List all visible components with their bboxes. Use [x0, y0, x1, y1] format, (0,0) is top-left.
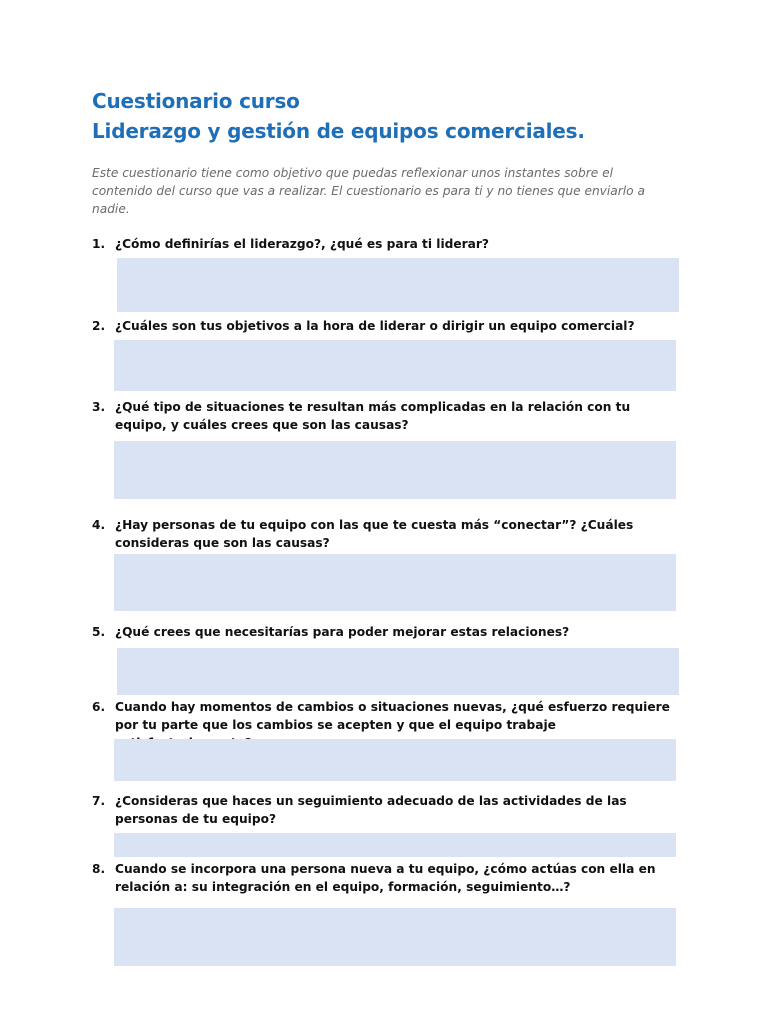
- question-number: 7.: [92, 794, 106, 808]
- question-text: ¿Cómo definirías el liderazgo?, ¿qué es para ti liderar?: [115, 237, 489, 251]
- question-text: ¿Cuáles son tus objetivos a la hora de liderar o dirigir un equipo comercial?: [115, 319, 635, 333]
- question-text: ¿Qué crees que necesitarías para poder mejorar estas relaciones?: [115, 625, 570, 639]
- question-number: 5.: [92, 625, 106, 639]
- question-number: 3.: [92, 400, 106, 414]
- answer-field[interactable]: [117, 258, 679, 312]
- question-number: 6.: [92, 700, 106, 714]
- question-number: 4.: [92, 518, 106, 532]
- question-text: ¿Qué tipo de situaciones te resultan más complicadas en la relación con tu equipo, y cuáles crees que son las causas?: [115, 400, 631, 432]
- question-number: 1.: [92, 237, 106, 251]
- question-text: ¿Consideras que haces un seguimiento adecuado de las actividades de las personas de tu equipo?: [115, 794, 627, 826]
- answer-field[interactable]: [114, 340, 676, 391]
- question-number: 8.: [92, 862, 106, 876]
- document-subtitle: Liderazgo y gestión de equipos comerciales.: [92, 119, 585, 143]
- answer-field[interactable]: [117, 648, 679, 695]
- question-text: Cuando hay momentos de cambios o situaciones nuevas, ¿qué esfuerzo requiere por tu parte que los cambios se acepten y que el equipo trabaje: [115, 700, 670, 732]
- answer-field[interactable]: [114, 739, 676, 781]
- answer-field[interactable]: [114, 441, 676, 499]
- question-text: Cuando se incorpora una persona nueva a tu equipo, ¿cómo actúas con ella en relación a: su integración en el equipo, formación, seguimiento…?: [115, 862, 656, 894]
- answer-field[interactable]: [114, 833, 676, 857]
- answer-field[interactable]: [114, 554, 676, 611]
- document-title: Cuestionario curso: [92, 89, 300, 113]
- answer-field[interactable]: [114, 908, 676, 966]
- question-text: ¿Hay personas de tu equipo con las que te cuesta más “conectar”? ¿Cuáles consideras que son las causas?: [115, 518, 634, 550]
- question-number: 2.: [92, 319, 106, 333]
- intro-text: Este cuestionario tiene como objetivo que puedas reflexionar unos instantes sobre el contenido del curso que vas a realizar. El cuestionario es para ti y no tienes que enviarlo a nadie.: [92, 166, 645, 216]
